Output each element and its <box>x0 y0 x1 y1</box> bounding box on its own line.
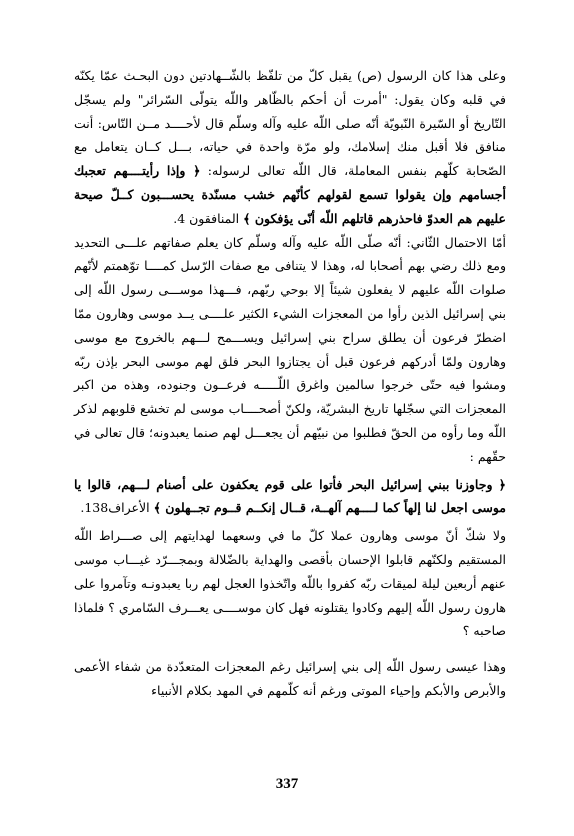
verse-reference-munafiqun: المنافقون 4. <box>173 210 244 226</box>
paragraph-5-text: وهذا عيسى رسول اللّه إلى بني إسرائيل رغم المعجزات المتعدّدة من شفاء الأعمى والأبرص والأبكم وإحياء الموتى ورغم أنه كلّمهم في المهد بكلام الأنبياء <box>74 659 506 698</box>
paragraph-5 <box>74 655 506 703</box>
paragraph-2-text: أمّا الاحتمال الثّاني: أنّه صلّى اللّه عليه وآله وسلّم كان يعلم صفاتهم علـــى التحديد ومع ذلك رضي بهم أصحابا له، وهذا لا يتنافى مع صفات الرّسل كمــــا توّهمتم لأنّهم صلوات اللّه عليهم لا يفعلون شيئاً إلا بوحي ربّهم، فـــهذا موســـى رسول اللّه إلى بني إسرائيل الذين رأوا من المعجزات الشيء الكثير علــــى يــد موسى وهارون ممّا اضطرّ فرعون أن يطلق سراح بني إسرائيل ويســـمح لـــهم بالخروج مع موسى وهارون ولمّا أدركهم فرعون قبل أن يجتازوا البحر فلق لهم موسى البحر بإذن ربّه ومشوا فيه حتّى خرجوا سالمين واغرق اللّـــــه فرعــون وجنوده، وهذه من اكبر المعجزات التي سجّلها تاريخ البشريّة، ولكنّ أصحــــاب موسى لم تخشع قلوبهم لذكر اللّه وما رأوه من الحقّ فطلبوا من نبيّهم أن يجعـــل لهم صنما يعبدونه؛ قال تعالى في حقّهم : <box>74 234 506 464</box>
quran-verse-araf: ﴿ وجاوزنا ببني إسرائيل البحر فأتوا على قوم يعكفون على أصنام لـــهم، قالوا يا موسى اجعل لنا إلهاً كما لــــهم آلهــة، قــال إنكــم قــوم تجــهلون ﴾ <box>74 476 506 516</box>
paragraph-1-text: وعلى هذا كان الرسول (ص) يقبل كلّ من تلفّظ بالشّــهادتين دون البحـث عمّا يكنّه في قلبه وكان يقول: "أمرت أن أحكم بالظّاهر واللّه يتولّى السّرائر" ولم يسجّل التّاريخ أو السّيرة النّبويّة أنّه صلى اللّه عليه وآله وسلّم قال لأحــــد مــن النّاس: أنت منافق فلا أقبل منك إسلامك، ولو مرّة واحدة في حياته، بـــل كــان يتعامل مع الصّحابة كلّهم بنفس المعاملة، قال اللّه تعالى لرسوله: <box>74 68 506 179</box>
body-text <box>74 64 506 703</box>
paragraph-1 <box>74 64 506 231</box>
paragraph-2 <box>74 231 506 469</box>
verse-reference-araf: الأعراف138. <box>80 500 154 516</box>
page-number: 337 <box>275 776 299 792</box>
paragraph-4 <box>74 524 506 643</box>
paragraph-4-text: ولا شكّ أنّ موسى وهارون عملا كلّ ما في وسعهما لهدايتهم إلى صـــراط اللّه المستقيم ولكنّهم قابلوا الإحسان بأقصى والهداية بالضّلالة وبمجـــرّد غيـــاب موسى عنهم أربعين ليلة لميقات ربّه كفروا باللّه واتّخذوا العجل لهم ربا يعبدونـه وتآمروا على هارون رسول اللّه إليهم وكادوا يقتلونه فهل كان موســــى يعـــرف السّامري ؟ فلماذا صاحبه ؟ <box>74 528 506 639</box>
paragraph-3 <box>74 473 506 521</box>
quran-verse-munafiqun: ﴿ وإذا رأيتــــهم تعجبك أجسامهم وإن يقولوا تسمع لقولهم كأنّهم خشب مسنّدة يحســـبون كــلّ صيحة عليهم هم العدوّ فاحذرهم قاتلهم اللّه أنّى يؤفكون ﴾ <box>74 163 506 226</box>
